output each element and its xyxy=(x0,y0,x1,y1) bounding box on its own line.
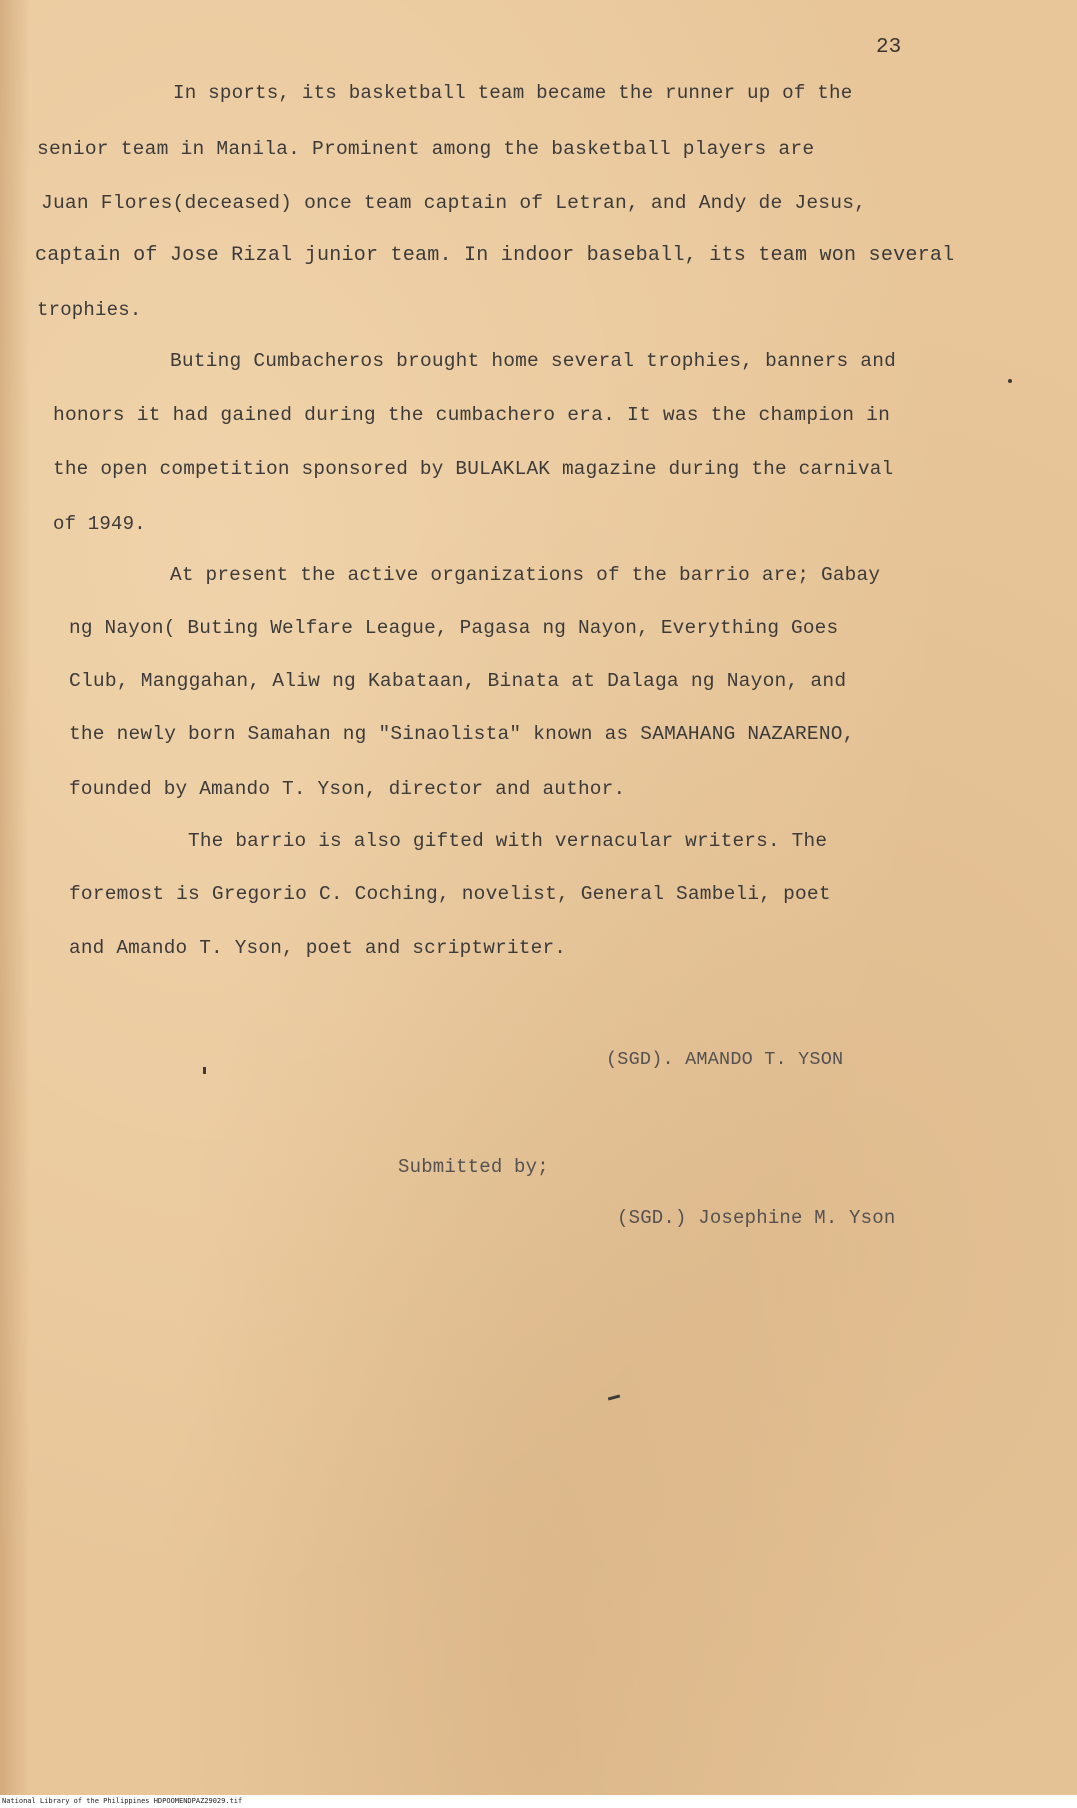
page-number: 23 xyxy=(876,36,902,59)
body-line: Buting Cumbacheros brought home several trophies, banners and xyxy=(170,350,897,372)
body-line: captain of Jose Rizal junior team. In indoor baseball, its team won several xyxy=(35,244,955,267)
body-line: the open competition sponsored by BULAKLAK magazine during the carnival xyxy=(53,458,894,480)
footer-caption: National Library of the Philippines HDPOOMENDPAZ29029.tif xyxy=(2,1797,243,1805)
stray-mark xyxy=(203,1067,206,1074)
signature-amando: (SGD). AMANDO T. YSON xyxy=(606,1049,844,1070)
body-line: The barrio is also gifted with vernacular writers. The xyxy=(188,830,828,852)
body-line: Juan Flores(deceased) once team captain of Letran, and Andy de Jesus, xyxy=(41,192,867,214)
body-line: Club, Manggahan, Aliw ng Kabataan, Binata at Dalaga ng Nayon, and xyxy=(69,670,847,692)
submitted-by-label: Submitted by; xyxy=(398,1156,549,1178)
stray-mark xyxy=(1008,379,1012,383)
signature-josephine: (SGD.) Josephine M. Yson xyxy=(617,1207,896,1229)
body-line: honors it had gained during the cumbachero era. It was the champion in xyxy=(53,404,891,426)
body-line: ng Nayon( Buting Welfare League, Pagasa ng Nayon, Everything Goes xyxy=(69,617,839,639)
stray-mark xyxy=(608,1394,620,1400)
body-line: At present the active organizations of the barrio are; Gabay xyxy=(170,564,881,586)
body-line: trophies. xyxy=(37,299,142,321)
body-line: senior team in Manila. Prominent among the basketball players are xyxy=(37,138,815,160)
page-edge-shading xyxy=(0,0,30,1795)
body-line: the newly born Samahan ng "Sinaolista" known as SAMAHANG NAZARENO, xyxy=(69,723,855,745)
body-line: of 1949. xyxy=(53,513,146,535)
body-line: In sports, its basketball team became the runner up of the xyxy=(173,82,853,104)
body-line: and Amando T. Yson, poet and scriptwriter. xyxy=(69,937,567,959)
body-line: foremost is Gregorio C. Coching, novelist, General Sambeli, poet xyxy=(69,883,831,905)
body-line: founded by Amando T. Yson, director and author. xyxy=(69,778,626,800)
